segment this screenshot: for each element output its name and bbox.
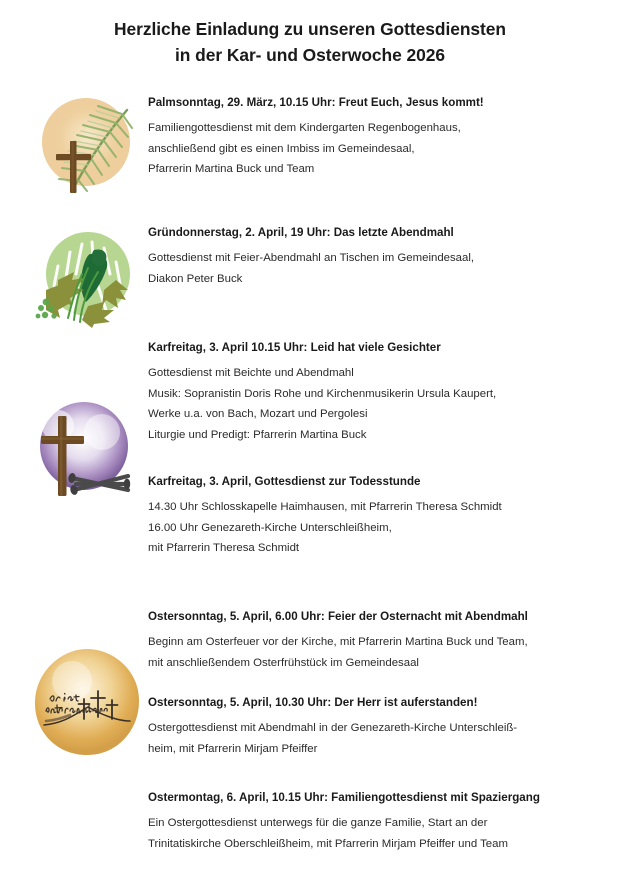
service-line: Familiengottesdienst mit dem Kindergarten Regenbogenhaus, — [148, 122, 461, 134]
service-line: Liturgie und Predigt: Pfarrerin Martina Buck — [148, 428, 367, 441]
palm-cross-illustration — [32, 92, 140, 200]
service-heading: Ostersonntag, 5. April, 10.30 Uhr: Der Herr ist auferstanden! — [148, 696, 478, 709]
service-line: anschließend gibt es einen Imbiss im Gemeindesaal, — [148, 142, 415, 155]
service-heading: Ostersonntag, 5. April, 6.00 Uhr: Feier der Osternacht mit Abendmahl — [148, 610, 528, 623]
service-body — [148, 718, 580, 759]
service-line: 14.30 Uhr Schlosskapelle Haimhausen, mit Pfarrerin Theresa Schmidt — [148, 501, 502, 513]
cross-and-nails-illustration — [28, 396, 148, 508]
service-body — [148, 118, 580, 180]
service-entry-karfreitag-vormittag — [148, 340, 580, 445]
service-entry-ostersonntag-osternacht — [148, 609, 580, 673]
service-body — [148, 497, 580, 559]
service-heading: Karfreitag, 3. April, Gottesdienst zur Todesstunde — [148, 475, 421, 488]
service-line: heim, mit Pfarrerin Mirjam Pfeiffer — [148, 742, 318, 755]
service-body — [148, 248, 580, 289]
service-line: mit anschließendem Osterfrühstück im Gemeindesaal — [148, 656, 419, 669]
title-line-1: Herzliche Einladung zu unseren Gottesdiensten — [113, 19, 506, 39]
service-line: Werke u.a. von Bach, Mozart und Pergolesi — [148, 408, 368, 420]
service-line: Beginn am Osterfeuer vor der Kirche, mit Pfarrerin Martina Buck und Team, — [148, 636, 528, 648]
service-entry-ostermontag — [148, 790, 580, 854]
service-heading: Karfreitag, 3. April 10.15 Uhr: Leid hat viele Gesichter — [148, 341, 441, 354]
service-line: Ein Ostergottesdienst unterwegs für die ganze Familie, Start an der — [148, 817, 488, 829]
bitter-herbs-illustration — [32, 228, 140, 328]
service-entry-ostersonntag-hauptgottesdienst — [148, 695, 580, 759]
service-entry-palmsonntag — [148, 95, 580, 180]
easter-risen-illustration — [26, 641, 148, 763]
page-title — [0, 16, 620, 68]
service-entry-gruendonnerstag — [148, 225, 580, 289]
service-line: 16.00 Uhr Genezareth-Kirche Unterschleißheim, — [148, 521, 392, 534]
service-body — [148, 813, 580, 854]
title-line-2: in der Kar- und Osterwoche 2026 — [174, 45, 446, 65]
service-body — [148, 632, 580, 673]
service-heading: Ostermontag, 6. April, 10.15 Uhr: Familiengottesdienst mit Spaziergang — [148, 791, 540, 804]
service-entry-karfreitag-todesstunde — [148, 474, 580, 559]
service-heading: Palmsonntag, 29. März, 10.15 Uhr: Freut Euch, Jesus kommt! — [148, 96, 484, 109]
service-line: mit Pfarrerin Theresa Schmidt — [148, 542, 300, 554]
service-line: Diakon Peter Buck — [148, 272, 243, 285]
service-line: Gottesdienst mit Feier-Abendmahl an Tischen im Gemeindesaal, — [148, 252, 475, 264]
service-line: Ostergottesdienst mit Abendmahl in der Genezareth-Kirche Unterschleiß- — [148, 722, 518, 734]
service-line: Trinitatiskirche Oberschleißheim, mit Pfarrerin Mirjam Pfeiffer und Team — [148, 837, 508, 850]
service-line: Pfarrerin Martina Buck und Team — [148, 163, 315, 175]
service-line: Musik: Sopranistin Doris Rohe und Kirchenmusikerin Ursula Kaupert, — [148, 387, 497, 400]
service-line: Gottesdienst mit Beichte und Abendmahl — [148, 367, 354, 379]
service-heading: Gründonnerstag, 2. April, 19 Uhr: Das letzte Abendmahl — [148, 226, 454, 239]
service-body — [148, 363, 580, 445]
